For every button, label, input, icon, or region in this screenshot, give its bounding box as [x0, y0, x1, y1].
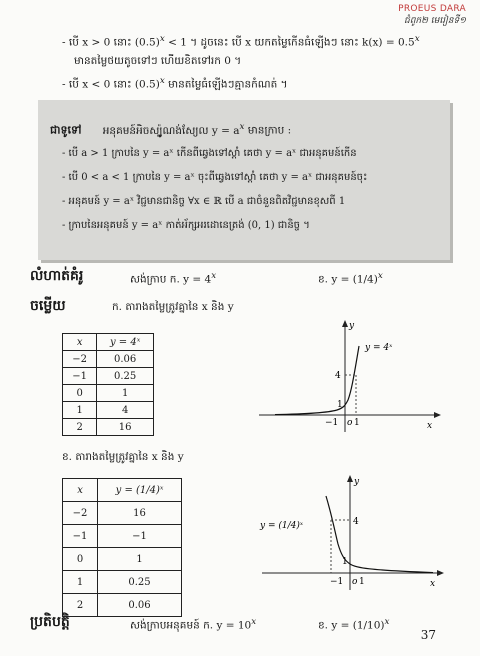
- summary-heading: ជាទូទៅ អនុគមន៍អិចស្ប៉ូណង់ស្យែល $y = a^x$ មានក្រាប :: [50, 122, 292, 137]
- solution-label: ចម្លើយ: [30, 298, 66, 314]
- tick-label-neg1: −1: [330, 577, 344, 587]
- table-header: y = (1/4)ˣ: [98, 479, 182, 502]
- example-label: លំហាត់គំរូ: [30, 268, 84, 284]
- table-cell: 0: [63, 548, 98, 571]
- tick-label-x1: 1: [359, 577, 365, 587]
- x-axis-label: x: [430, 579, 436, 589]
- solution-part-b: ខ. តារាងតម្លៃត្រូវគ្នានៃ x និង y: [62, 451, 184, 463]
- chapter-label: ជំពូក២ មេរៀនទី១: [403, 16, 466, 26]
- table-cell: 1: [63, 402, 97, 419]
- table-cell: 16: [97, 419, 154, 436]
- curve-4x: [275, 346, 359, 415]
- x-axis-arrow: [434, 412, 441, 418]
- table-cell: −1: [63, 525, 98, 548]
- table-cell: 0.06: [98, 594, 182, 617]
- exercise-task: សង់ក្រាបអនុគមន៍ ក. $y = 10^x$: [130, 617, 257, 632]
- curve-label: y = (1/4)ˣ: [260, 521, 304, 531]
- table-header-row: [63, 334, 154, 351]
- origin-label: o: [347, 418, 353, 428]
- table-cell: 1: [98, 548, 182, 571]
- graph-4x: [255, 318, 445, 438]
- y-axis-arrow: [342, 320, 348, 327]
- summary-bullet: - ក្រាបនៃអនុគមន៍ y = aˣ កាត់អ័ក្សអរដោនេត្រង់ (0, 1) ជានិច្ច ។: [62, 220, 310, 231]
- example-task: សង់ក្រាប ក. $y = 4^x$: [130, 271, 217, 286]
- table-cell: 1: [97, 385, 154, 402]
- tick-label-1: 1: [342, 557, 348, 567]
- table-header: x: [63, 479, 98, 502]
- table-cell: 2: [63, 594, 98, 617]
- y-axis-label: y: [354, 477, 360, 487]
- example-part-b: ខ. $y = (1/4)^x$: [318, 271, 383, 286]
- table-cell: 0.06: [97, 351, 154, 368]
- table-row: [63, 419, 154, 436]
- table-row: [63, 502, 182, 525]
- origin-label: o: [352, 577, 358, 587]
- y-axis-label: y: [349, 321, 355, 331]
- tick-label-4: 4: [353, 517, 359, 527]
- graph-quarter-x: [258, 472, 448, 594]
- table-cell: −1: [98, 525, 182, 548]
- solution-part-a: ក. តារាងតម្លៃត្រូវគ្នានៃ x និង y: [112, 301, 234, 313]
- tick-label-x1: 1: [354, 418, 360, 428]
- table-cell: −2: [63, 351, 97, 368]
- x-axis-arrow: [437, 570, 444, 576]
- table-cell: 4: [97, 402, 154, 419]
- summary-bullet: - អនុគមន៍ y = aˣ វិជ្ជមានជានិច្ច ∀x ∈ ℝ បើ a ជាចំនួនពិតវិជ្ជមានខុសពី 1: [62, 196, 346, 207]
- table-row: [63, 402, 154, 419]
- tick-label-neg1: −1: [325, 418, 339, 428]
- table-row: [63, 351, 154, 368]
- summary-title: ជាទូទៅ: [50, 123, 82, 137]
- table-cell: 0.25: [98, 571, 182, 594]
- x-axis-label: x: [427, 421, 433, 431]
- table-cell: 1: [63, 571, 98, 594]
- exercise-label: ប្រតិបត្តិ: [30, 614, 70, 630]
- brand-label: PROEUS DARA: [398, 4, 466, 14]
- table-row: [63, 548, 182, 571]
- intro-line-2: មានតម្លៃថយតូចទៅៗ ហើយខិតទៅរក 0 ។: [74, 55, 242, 67]
- page-number: 37: [420, 628, 436, 642]
- table-row: [63, 368, 154, 385]
- table-cell: 2: [63, 419, 97, 436]
- y-axis-arrow: [347, 475, 353, 482]
- intro-line-1: - បើ x > 0 នោះ $(0.5)^x < 1$ ។ ដូចនេះ បើ x យកតម្លៃកើនធំឡើងៗ នោះ $k(x) = 0.5^x$: [62, 34, 420, 49]
- intro-line-3: - បើ x < 0 នោះ $(0.5)^x$ មានតម្លៃធំឡើងៗគ្មានកំណត់ ។: [62, 76, 288, 91]
- value-table-4x: [62, 333, 154, 436]
- curve-label: y = 4ˣ: [365, 343, 393, 353]
- table-row: [63, 525, 182, 548]
- summary-bullet: - បើ a > 1 ក្រាបនៃ y = aˣ កើនពីឆ្វេងទៅស្តាំ គេថា y = aˣ ជាអនុគមន៍កើន: [62, 148, 357, 159]
- table-cell: 0: [63, 385, 97, 402]
- tick-label-4: 4: [335, 371, 341, 381]
- table-row: [63, 385, 154, 402]
- table-header: y = 4ˣ: [97, 334, 154, 351]
- table-header: x: [63, 334, 97, 351]
- value-table-quarter-x: [62, 478, 182, 617]
- table-row: [63, 571, 182, 594]
- table-row: [63, 594, 182, 617]
- summary-bullet: - បើ 0 < a < 1 ក្រាបនៃ y = aˣ ចុះពីឆ្វេងទៅស្តាំ គេថា y = aˣ ជាអនុគមន៍ចុះ: [62, 172, 368, 183]
- table-header-row: [63, 479, 182, 502]
- exercise-part-b: ខ. $y = (1/10)^x$: [318, 617, 390, 632]
- table-cell: 0.25: [97, 368, 154, 385]
- table-cell: 16: [98, 502, 182, 525]
- table-cell: −1: [63, 368, 97, 385]
- tick-label-1: 1: [337, 400, 343, 410]
- table-cell: −2: [63, 502, 98, 525]
